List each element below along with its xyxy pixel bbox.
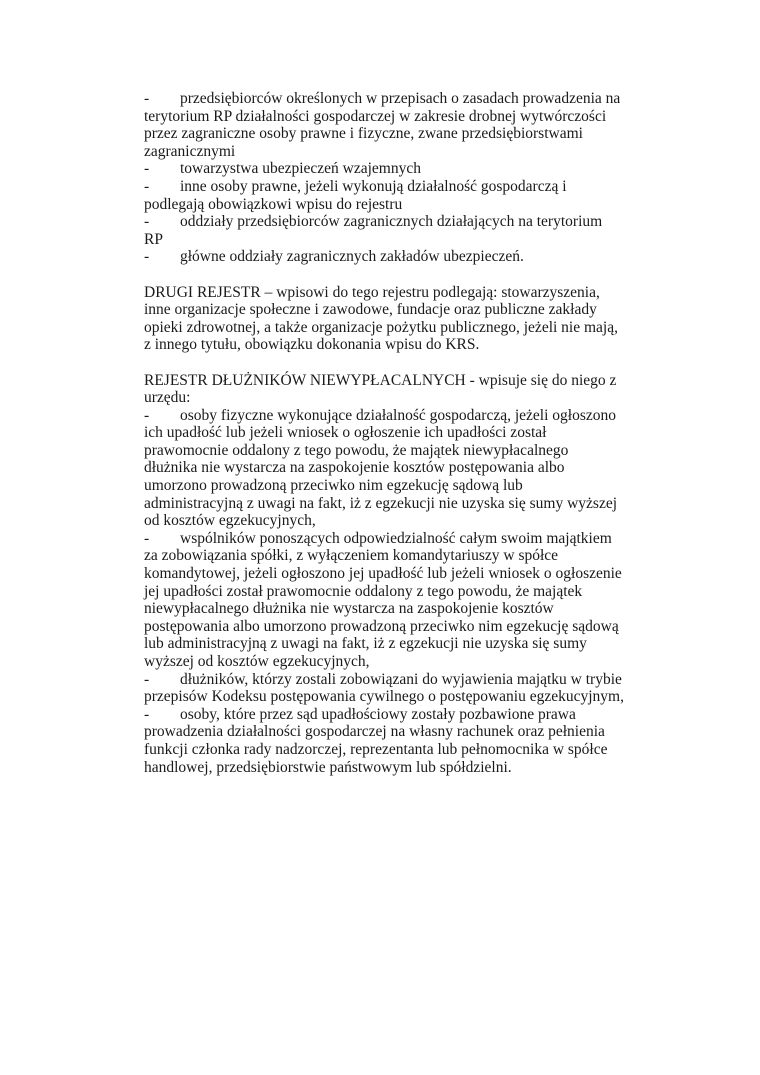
list-item [144, 530, 624, 671]
bullet-dash: - [144, 529, 150, 547]
bullet-dash: - [144, 248, 150, 266]
bullet-dash: - [144, 705, 150, 723]
paragraph-spacer [144, 266, 624, 284]
list-item-text: towarzystwa ubezpieczeń wzajemnych [180, 160, 421, 178]
list-item [144, 213, 624, 248]
list-item [144, 671, 624, 706]
bullet-dash: - [144, 177, 150, 195]
list-item-text: przedsiębiorców określonych w przepisach o zasadach prowadzenia na terytorium RP działalności gospodarczej w zakresie drobnej wytwórczości przez zagraniczne osoby prawne i fizyczne, zwane przedsiębiorstwami zagranicznymi [144, 90, 621, 160]
list-item-text: osoby, które przez sąd upadłościowy zostały pozbawione prawa prowadzenia działalności gospodarczej na własny rachunek oraz pełnienia funkcji członka rady nadzorczej, reprezentanta lub pełnomocnika w spółce handlowej, przedsiębiorstwie państwowym lub spółdzielni. [144, 705, 608, 776]
document-body [144, 90, 624, 776]
paragraph-spacer [144, 354, 624, 372]
list-item-text: główne oddziały zagranicznych zakładów ubezpieczeń. [180, 248, 524, 266]
list-item-text: inne osoby prawne, jeżeli wykonują działalność gospodarczą i podlegają obowiązkowi wpisu do rejestru [144, 177, 567, 213]
bullet-dash: - [144, 160, 150, 178]
list-item [144, 178, 624, 213]
list-item [144, 706, 624, 776]
bullet-dash: - [144, 406, 150, 424]
bullet-dash: - [144, 213, 150, 231]
list-item [144, 248, 624, 266]
insolvent-register-heading: REJESTR DŁUŻNIKÓW NIEWYPŁACALNYCH - wpisuje się do niego z urzędu: [144, 371, 617, 407]
list-item-text: oddziały przedsiębiorców zagranicznych działających na terytorium RP [144, 213, 603, 248]
bullet-dash: - [144, 90, 150, 107]
list-item-text: dłużników, którzy zostali zobowiązani do wyjawienia majątku w trybie przepisów Kodeksu postępowania cywilnego o postępowaniu egzekucyjnym, [144, 670, 624, 706]
list-item [144, 90, 624, 160]
list-item-text: osoby fizyczne wykonujące działalność gospodarczą, jeżeli ogłoszono ich upadłość lub jeżeli wniosek o ogłoszenie ich upadłości został prawomocnie oddalony z tego powodu, że majątek niewypłacalnego dłużnika nie wystarcza na zaspokojenie kosztów postępowania albo umorzono prowadzoną przeciwko nim egzekucję sądową lub administracyjną z uwagi na fakt, iż z egzekucji nie uzyska się sumy wyższej od kosztów egzekucyjnych, [144, 406, 618, 530]
list-item [144, 160, 624, 178]
list-item-text: wspólników ponoszących odpowiedzialność całym swoim majątkiem za zobowiązania spółki, z wyłączeniem komandytariuszy w spółce komandytowej, jeżeli ogłoszono jej upadłość lub jeżeli wniosek o ogłoszenie jej upadłości został prawomocnie oddalony z tego powodu, że majątek niewypłacalnego dłużnika nie wystarcza na zaspokojenie kosztów postępowania albo umorzono prowadzoną przeciwko nim egzekucję sądową lub administracyjną z uwagi na fakt, iż z egzekucji nie uzyska się sumy wyższej od kosztów egzekucyjnych, [144, 529, 622, 670]
second-register-paragraph: DRUGI REJESTR – wpisowi do tego rejestru podlegają: stowarzyszenia, inne organizacje społeczne i zawodowe, fundacje oraz publiczne zakłady opieki zdrowotnej, a także organizacje pożytku publicznego, jeżeli nie mają, z innego tytułu, obowiązku dokonania wpisu do KRS. [144, 283, 618, 354]
list-item [144, 407, 624, 530]
bullet-dash: - [144, 670, 150, 688]
